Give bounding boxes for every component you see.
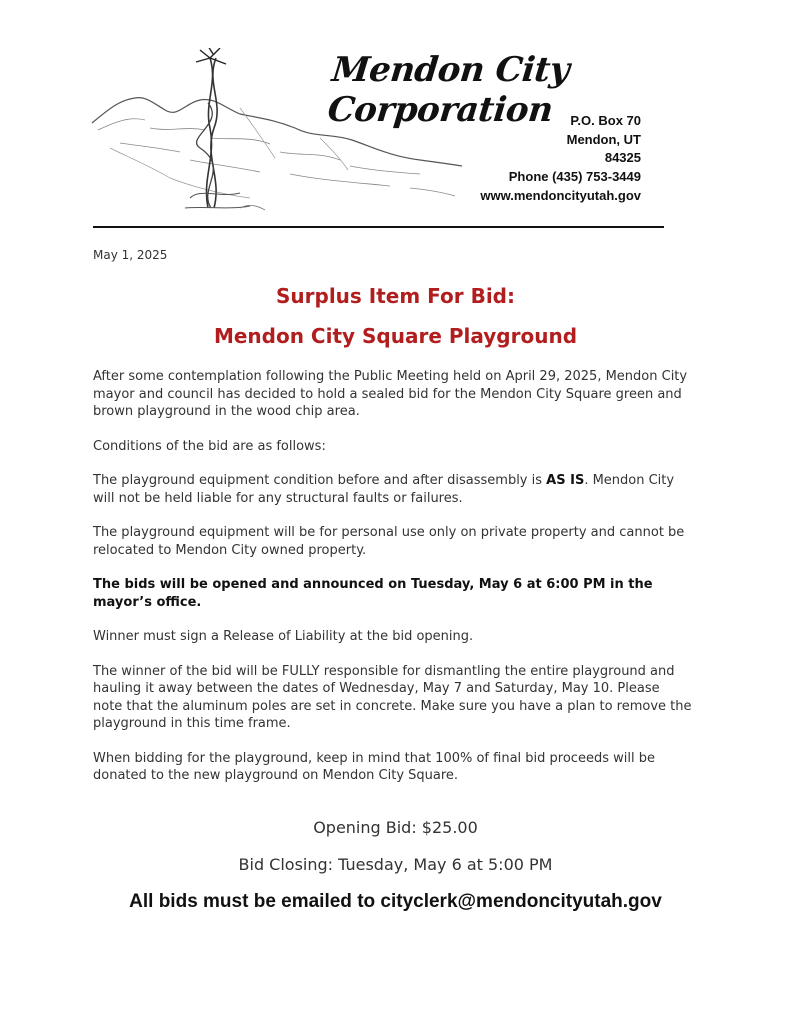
paragraph-bid-opening: The bids will be opened and announced on Tuesday, May 6 at 6:00 PM in the mayor’s office. (93, 577, 653, 610)
paragraph-intro: After some contemplation following the Public Meeting held on April 29, 2025, Mendon City mayor and council has decided to hold a sealed bid for the Mendon City Square green and brown playground in the wood chip area. (93, 369, 688, 419)
bid-closing: Bid Closing: Tuesday, May 6 at 5:00 PM (238, 855, 553, 874)
paragraph-personal-use: The playground equipment will be for personal use only on private property and cannot be relocated to Mendon City owned property. (93, 525, 685, 558)
letterhead (0, 0, 791, 240)
page-title: Surplus Item For Bid: (276, 284, 515, 308)
org-name: Mendon City Corporation (325, 50, 572, 130)
as-is-text-end: . Mendon City will not be held liable for any structural faults or failures. (93, 473, 675, 506)
paragraph-donation: When bidding for the playground, keep in mind that 100% of final bid proceeds will be donated to the new playground on Mendon City Square. (93, 750, 655, 783)
paragraph-dismantling: The winner of the bid will be FULLY responsible for dismantling the entire playground and hauling it away between the dates of Wednesday, May 7 and Saturday, May 10. Please note that the aluminum poles are set in concrete. Make sure you have a plan to remove the playground in this time frame. (93, 663, 692, 731)
paragraph-release: Winner must sign a Release of Liability at the bid opening. (93, 629, 474, 644)
as-is-emphasis: AS IS (546, 473, 585, 488)
address-phone: Phone (435) 753-3449 (508, 169, 641, 185)
document-date: May 1, 2025 (93, 248, 168, 262)
address-website: www.mendoncityutah.gov (480, 187, 641, 203)
letter-body (93, 368, 693, 802)
paragraph-conditions: Conditions of the bid are as follows: (93, 438, 326, 454)
address-line: 84325 (604, 150, 641, 166)
paragraph-as-is (93, 472, 693, 507)
address-line: P.O. Box 70 (570, 113, 641, 128)
as-is-text-start: The playground equipment condition before and after disassembly is (93, 473, 547, 488)
header-divider (93, 226, 664, 228)
address-block (480, 112, 641, 206)
address-line: Mendon, UT (566, 131, 641, 147)
opening-bid: Opening Bid: $25.00 (313, 818, 478, 837)
email-notice: All bids must be emailed to cityclerk@mendoncityutah.gov (129, 891, 662, 912)
page-subtitle: Mendon City Square Playground (213, 324, 578, 348)
